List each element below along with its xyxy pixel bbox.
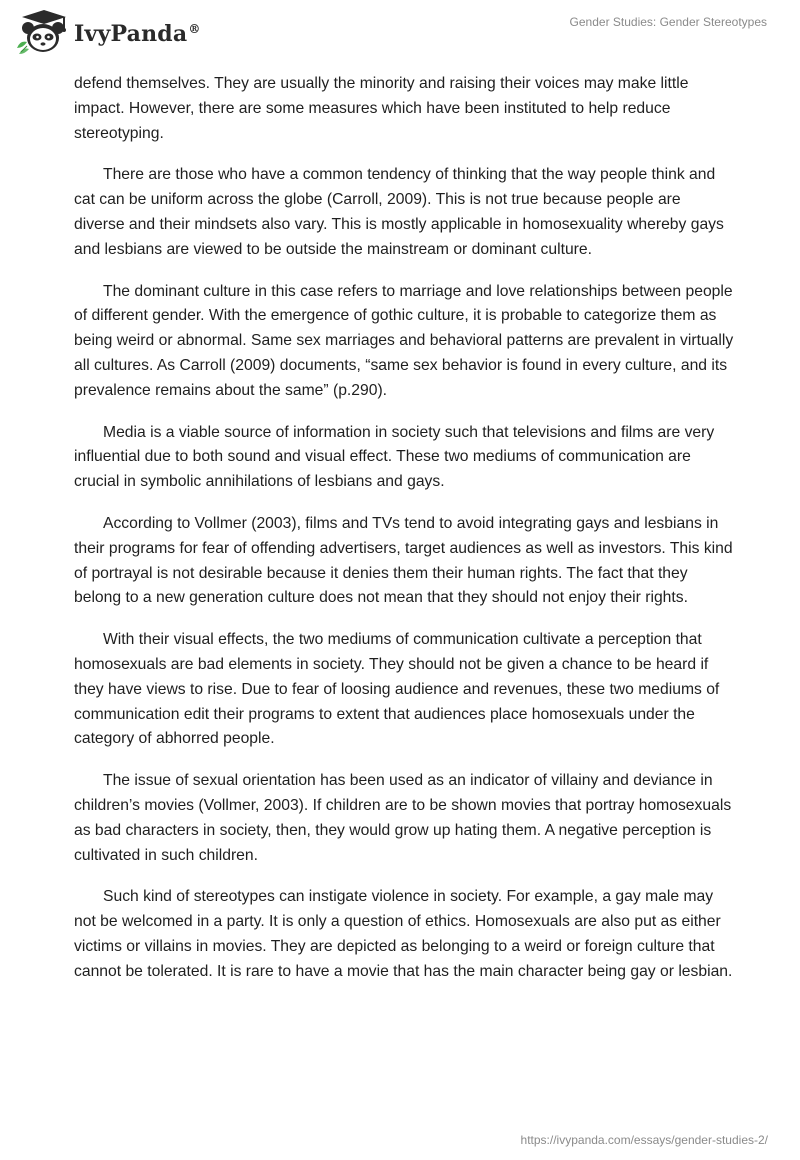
source-url[interactable]: https://ivypanda.com/essays/gender-studies-2/ xyxy=(520,1133,768,1147)
paragraph: The issue of sexual orientation has been used as an indicator of villainy and deviance in children’s movies (Vollmer, 2003). If children are to be shown movies that portray homosexuals as bad characters in society, then, they would grow up hating them. A negative perception is cultivated in such children. xyxy=(74,772,732,864)
page-header xyxy=(0,0,800,70)
ivypanda-logo[interactable] xyxy=(14,8,201,56)
logo-text xyxy=(74,21,201,47)
paragraph: defend themselves. They are usually the minority and raising their voices may make little impact. However, there are some measures which have been instituted to help reduce stereotyping. xyxy=(74,75,689,142)
registered-mark: ® xyxy=(188,21,201,36)
paragraph: According to Vollmer (2003), films and TVs tend to avoid integrating gays and lesbians in their programs for fear of offending advertisers, target audiences as well as investors. This kind of portrayal is not desirable because it denies them their human rights. The fact that they belong to a new generation culture does not mean that they should not enjoy their rights. xyxy=(74,514,733,607)
essay-body xyxy=(74,72,734,1002)
paragraph: Media is a viable source of information in society such that televisions and films are very influential due to both sound and visual effect. These two mediums of communication are crucial in symbolic annihilations of lesbians and gays. xyxy=(74,423,715,491)
paragraph: With their visual effects, the two mediums of communication cultivate a perception that homosexuals are bad elements in society. They should not be given a chance to be heard if they have views to rise. Due to fear of loosing audience and revenues, these two mediums of communication edit their programs to extent that audiences place homosexuals under the category of abhorred people. xyxy=(74,631,720,748)
logo-wordmark: IvyPanda xyxy=(74,21,188,47)
paragraph: Such kind of stereotypes can instigate violence in society. For example, a gay male may not be welcomed in a party. It is only a question of ethics. Homosexuals are also put as either victims or villains in movies. They are depicted as belonging to a weird or foreign culture that cannot be tolerated. It is rare to have a movie that has the main character being gay or lesbian. xyxy=(74,888,733,980)
paragraph: The dominant culture in this case refers to marriage and love relationships between people of different gender. With the emergence of gothic culture, it is probable to categorize them as being weird or abnormal. Same sex marriages and behavioral patterns are prevalent in virtually all cultures. As Carroll (2009) documents, “same sex behavior is found in every culture, and its prevalence remains about the same” (p.290). xyxy=(74,282,734,399)
panda-graduate-logo-icon xyxy=(14,8,70,56)
document-title: Gender Studies: Gender Stereotypes xyxy=(569,15,767,29)
paragraph: There are those who have a common tendency of thinking that the way people think and cat can be uniform across the globe (Carroll, 2009). This is not true because people are diverse and their mindsets also vary. This is mostly applicable in homosexuality whereby gays and lesbians are viewed to be outside the mainstream or dominant culture. xyxy=(74,166,724,258)
